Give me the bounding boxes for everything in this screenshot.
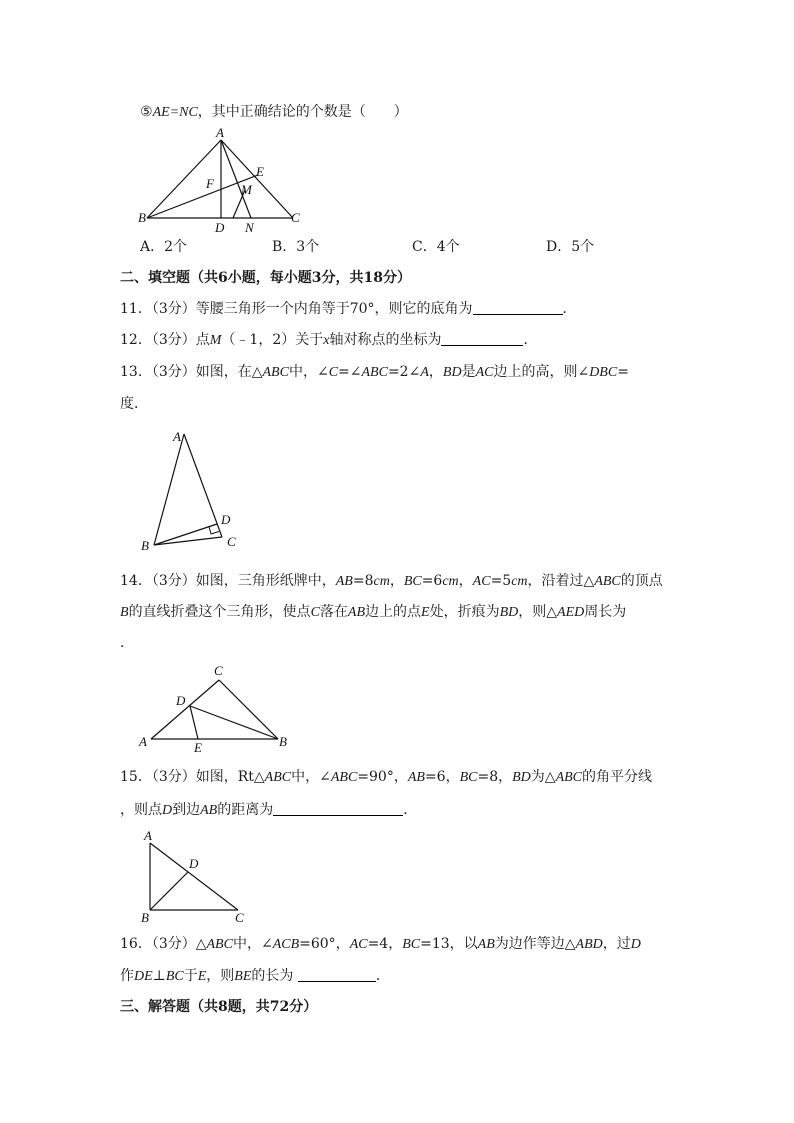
q10-label-f: F [206, 176, 214, 191]
q13-label-c: C [227, 534, 236, 549]
q15-line1: 15．（3分）如图，Rt△ABC中，∠ABC=90°，AB=6，BC=8，BD为△ABC的角平分线 [120, 769, 653, 785]
q14-line1: 14．（3分）如图，三角形纸牌中，AB=8cm，BC=6cm，AC=5cm，沿着过△ABC的顶点 [120, 573, 663, 589]
q14-label-b: B [279, 734, 287, 749]
q14-label-d: D [176, 693, 186, 708]
q10-label-e: E [256, 164, 264, 179]
q10-item5-expr: AE=NC [152, 105, 198, 120]
q16-line2: 作DE⊥BC于E，则BE的长为 ． [120, 968, 390, 984]
q10-choice-b[interactable]: B．3个 [272, 239, 320, 255]
q15-label-c: C [235, 910, 244, 925]
q10-label-a: A [216, 125, 224, 140]
q14-line3: ． [120, 635, 134, 651]
q15-figure [138, 826, 253, 926]
q10-label-n: N [245, 220, 254, 235]
q13-line2: 度． [120, 396, 148, 412]
section2-title: 二、填空题（共6小题，每小题3分，共18分） [120, 270, 411, 286]
q10-choice-d[interactable]: D．5个 [546, 239, 595, 255]
q15-answer-blank[interactable] [273, 801, 403, 816]
q10-choice-c[interactable]: C．4个 [412, 239, 460, 255]
q15-label-a: A [144, 828, 152, 843]
q15-label-d: D [189, 856, 199, 871]
q10-label-d: D [215, 220, 225, 235]
section3-title: 三、解答题（共8题，共72分） [120, 999, 318, 1015]
q13-label-d: D [221, 512, 231, 527]
q11-answer-blank[interactable] [473, 300, 563, 315]
q14-figure [136, 660, 296, 755]
q10-figure [135, 125, 310, 238]
q10-label-c: C [291, 210, 300, 225]
q13-label-a: A [173, 429, 181, 444]
q12-answer-blank[interactable] [441, 331, 523, 346]
q16-line1: 16．（3分）△ABC中，∠ACB=60°，AC=4，BC=13，以AB为边作等边△ABD，过D [120, 936, 641, 952]
q15-label-b: B [141, 910, 149, 925]
q13-label-b: B [141, 538, 149, 553]
q12: 12．（3分）点M（﹣1，2）关于x轴对称点的坐标为 ． [120, 332, 538, 348]
q11: 11．（3分）等腰三角形一个内角等于70°，则它的底角为 ． [120, 301, 577, 317]
q14-label-a: A [139, 734, 147, 749]
q10-choice-a[interactable]: A．2个 [140, 239, 188, 255]
q13-figure [138, 428, 248, 553]
q14-label-e: E [194, 740, 202, 755]
q14-line2: B的直线折叠这个三角形，使点C落在AB边上的点E处，折痕为BD，则△AED周长为 [120, 604, 627, 620]
q15-line2: ，则点D到边AB的距离为 ． [120, 802, 418, 818]
q14-label-c: C [214, 663, 223, 678]
q10-item5-marker: ⑤ [140, 104, 153, 120]
q10-item5: ⑤AE=NC，其中正确结论的个数是（ ） [140, 104, 408, 120]
q16-answer-blank[interactable] [298, 967, 376, 982]
q10-label-b: B [138, 210, 146, 225]
q10-label-m: M [241, 182, 252, 197]
q13-line1: 13．（3分）如图，在△ABC中，∠C=∠ABC=2∠A，BD是AC边上的高，则∠DBC= [120, 364, 629, 380]
